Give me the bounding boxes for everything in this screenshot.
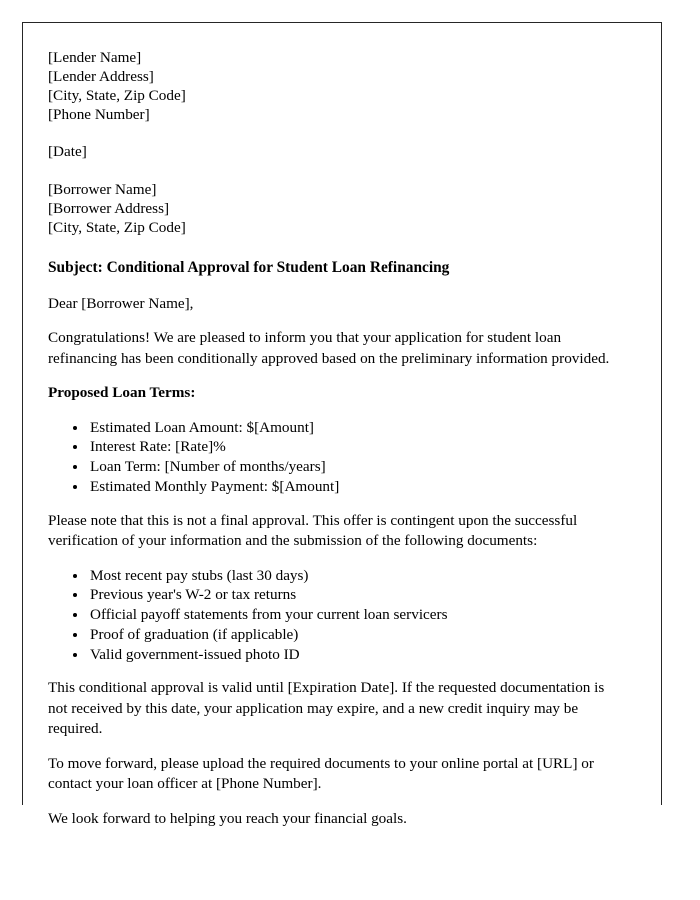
list-item: • Valid government-issued photo ID — [88, 645, 631, 665]
loan-terms-list — [48, 418, 631, 497]
borrower-city-state-zip-line: [City, State, Zip Code] — [48, 218, 186, 236]
document-page — [22, 22, 662, 827]
spacer-before-subject — [48, 238, 631, 258]
lender-name-line: [Lender Name] — [48, 49, 142, 66]
subject-line: Subject: Conditional Approval for Student Loan Refinancing — [48, 258, 450, 276]
list-item: • Estimated Loan Amount: $[Amount] — [88, 418, 631, 438]
list-item: • Proof of graduation (if applicable) — [88, 625, 631, 645]
list-item: • Most recent pay stubs (last 30 days) — [88, 566, 631, 586]
lender-city-state-zip-line: [City, State, Zip Code] — [48, 86, 186, 104]
lender-phone-line: [Phone Number] — [48, 105, 150, 123]
validity-paragraph: This conditional approval is valid until [Expiration Date]. If the requested documentation is not received by this date, your application may expire, and a new credit inquiry may be required. — [48, 679, 605, 738]
spacer-after-date — [48, 162, 631, 181]
borrower-name-line: [Borrower Name] — [48, 181, 157, 199]
loan-terms-heading: Proposed Loan Terms: — [48, 384, 196, 402]
next-steps-paragraph: To move forward, please upload the required documents to your online portal at [URL] or contact your loan officer at [Phone Number]. — [48, 754, 594, 793]
borrower-address-line: [Borrower Address] — [48, 200, 170, 218]
borrower-address-block — [48, 181, 631, 238]
list-item: • Loan Term: [Number of months/years] — [88, 457, 631, 477]
intro-paragraph: Congratulations! We are pleased to inform you that your application for student loan refinancing has been conditionally approved based on the preliminary information provided. — [48, 329, 610, 367]
document-body — [23, 23, 661, 829]
date-block — [48, 143, 631, 162]
contingency-paragraph: Please note that this is not a final approval. This offer is contingent upon the successful verification of your information and the submission of the following documents: — [48, 511, 578, 550]
date-line: [Date] — [48, 143, 87, 161]
salutation: Dear [Borrower Name], — [48, 294, 194, 312]
closing-paragraph: We look forward to helping you reach your financial goals. — [48, 809, 407, 827]
list-item: • Previous year's W-2 or tax returns — [88, 585, 631, 605]
lender-address-line: [Lender Address] — [48, 67, 154, 85]
lender-address-block — [48, 49, 631, 124]
list-item: • Estimated Monthly Payment: $[Amount] — [88, 477, 631, 497]
required-documents-list — [48, 566, 631, 665]
list-item: • Official payoff statements from your current loan servicers — [88, 605, 631, 625]
spacer-after-lender-block — [48, 124, 631, 143]
list-item: • Interest Rate: [Rate]% — [88, 437, 631, 457]
